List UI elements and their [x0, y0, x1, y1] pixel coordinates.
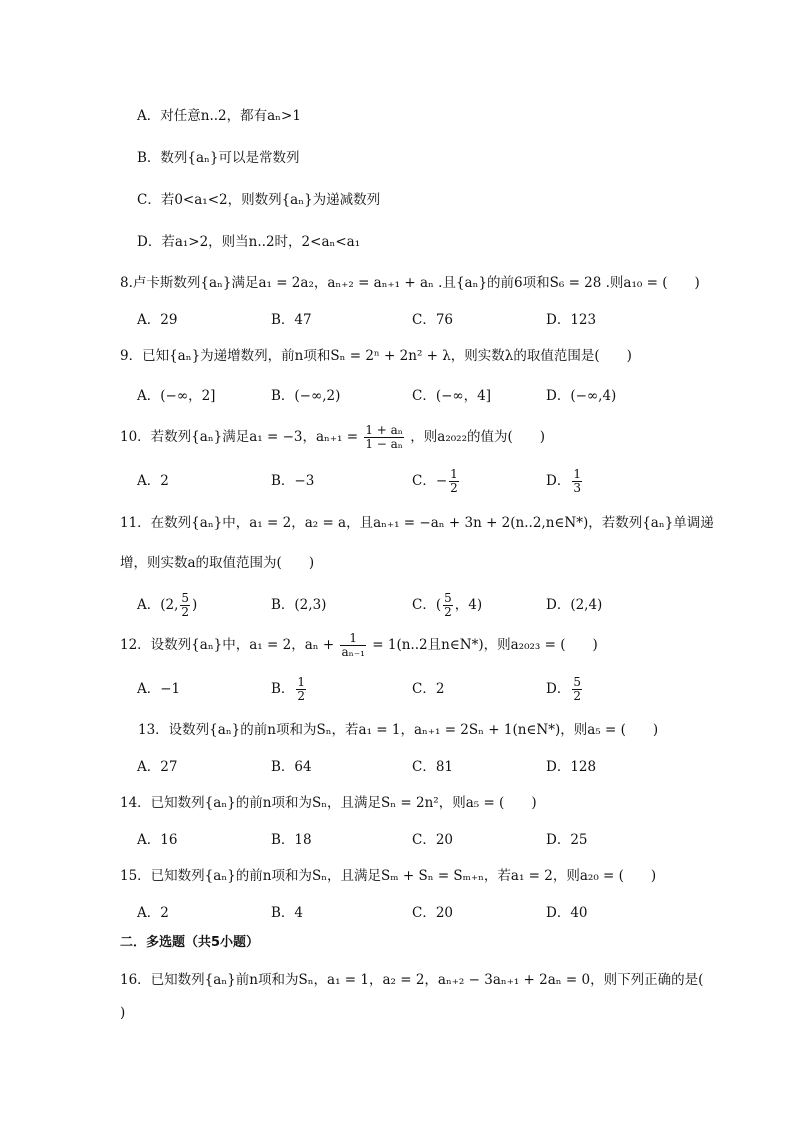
q11-option-c — [412, 590, 482, 620]
q13-option-b: B．64 — [271, 759, 312, 775]
q12-stem-part-a: 12．设数列{aₙ}中，a₁ = 2，aₙ + — [120, 637, 335, 653]
q14-option-c: C．20 — [412, 832, 454, 848]
q15-option-a: A．2 — [137, 905, 169, 921]
q12-option-c: C．2 — [412, 681, 445, 697]
q10-options — [0, 466, 794, 496]
q12-option-b-den: 2 — [297, 689, 306, 703]
q11-option-a-den: 2 — [181, 605, 190, 619]
q15-options — [0, 902, 794, 924]
q12-fraction-denominator: aₙ₋₁ — [341, 645, 365, 659]
q12-option-d-den: 2 — [573, 689, 581, 703]
q10-option-d-num: 1 — [573, 467, 581, 481]
q12-stem-part-b: = 1(n..2且n∈N*)，则a₂₀₂₃ = ( ) — [372, 637, 598, 653]
q10-option-d — [546, 466, 584, 496]
q12-option-b-fraction — [296, 676, 306, 703]
q10-fraction-denominator: 1 − aₙ — [365, 437, 403, 451]
q14-option-a: A．16 — [137, 832, 178, 848]
q10-option-a: A．2 — [137, 473, 169, 489]
q12-option-d — [546, 674, 584, 704]
q10-option-d-label: D． — [546, 473, 571, 489]
q11-option-a-label: A．(2, — [137, 597, 179, 613]
q11-option-c-tail: ，4) — [454, 597, 483, 613]
q10-option-c — [412, 466, 461, 496]
q13-stem: 13．设数列{aₙ}的前n项和为Sₙ，若a₁ = 1，aₙ₊₁ = 2Sₙ + 1(n∈N*)，则a₅ = ( ) — [138, 722, 659, 738]
q15-option-b: B．4 — [271, 905, 304, 921]
q10-option-d-den: 3 — [573, 481, 581, 495]
q10-option-d-fraction — [572, 468, 582, 495]
q11-options — [0, 590, 794, 620]
q9-stem: 9．已知{aₙ}为递增数列，前n项和Sₙ = 2ⁿ + 2n² + λ，则实数λ的取值范围是( ) — [120, 348, 632, 364]
q14-stem: 14．已知数列{aₙ}的前n项和为Sₙ，且满足Sₙ = 2n²，则a₅ = ( ) — [120, 795, 537, 811]
q11-option-d: D．(2,4) — [546, 597, 603, 613]
q11-option-a-num: 5 — [181, 591, 190, 605]
q8-option-d: D．123 — [546, 312, 597, 328]
section-title-multiple-choice: 二．多选题（共5小题） — [120, 935, 260, 950]
q12-fraction — [340, 632, 366, 659]
q7-option-a: A．对任意n..2，都有aₙ>1 — [137, 108, 301, 124]
q12-fraction-numerator: 1 — [349, 631, 358, 645]
q12-options — [0, 674, 794, 704]
q12-stem — [120, 630, 598, 660]
q11-option-a-fraction — [180, 592, 190, 619]
q10-option-c-den: 2 — [450, 481, 458, 495]
q15-option-d: D．40 — [546, 905, 588, 921]
q14-option-d: D．25 — [546, 832, 588, 848]
q8-option-b: B．47 — [271, 312, 312, 328]
q16-stem-line2: ) — [120, 1005, 126, 1021]
q9-option-c: C．(−∞，4] — [412, 388, 492, 404]
q10-stem-part-a: 10．若数列{aₙ}满足a₁ = −3，aₙ₊₁ = — [120, 429, 359, 445]
q11-stem-line2: 增，则实数a的取值范围为( ) — [120, 555, 315, 571]
q9-option-a: A．(−∞，2] — [137, 388, 216, 404]
q13-option-a: A．27 — [137, 759, 178, 775]
q12-option-d-label: D． — [546, 681, 571, 697]
q10-option-b: B．−3 — [271, 473, 315, 489]
q15-stem: 15．已知数列{aₙ}的前n项和为Sₙ，且满足Sₘ + Sₙ = Sₘ₊ₙ，若a₁ = 2，则a₂₀ = ( ) — [120, 868, 657, 884]
q13-option-c: C．81 — [412, 759, 454, 775]
q10-option-c-fraction — [449, 468, 459, 495]
q14-option-b: B．18 — [271, 832, 312, 848]
q11-option-b: B．(2,3) — [271, 597, 327, 613]
q11-option-a — [137, 590, 197, 620]
q11-option-c-label: C．( — [412, 597, 442, 613]
q12-option-d-fraction — [572, 676, 582, 703]
q8-options — [0, 309, 794, 331]
q11-option-c-den: 2 — [444, 605, 452, 619]
q12-option-b-num: 1 — [297, 675, 306, 689]
q7-option-d: D．若a₁>2，则当n..2时，2<aₙ<a₁ — [137, 234, 361, 250]
q12-option-a: A．−1 — [137, 681, 181, 697]
q11-option-c-num: 5 — [444, 591, 452, 605]
q16-stem-line1: 16．已知数列{aₙ}前n项和为Sₙ，a₁ = 1，a₂ = 2，aₙ₊₂ − 3aₙ₊₁ + 2aₙ = 0，则下列正确的是( — [120, 972, 704, 988]
q9-options — [0, 385, 794, 407]
q8-stem: 8.卢卡斯数列{aₙ}满足a₁ = 2a₂，aₙ₊₂ = aₙ₊₁ + aₙ .且{aₙ}的前6项和S₆ = 28 .则a₁₀ = ( ) — [120, 275, 700, 291]
q13-option-d: D．128 — [546, 759, 597, 775]
q11-option-a-tail: ) — [192, 597, 198, 613]
q15-option-c: C．20 — [412, 905, 454, 921]
q11-option-c-fraction — [443, 592, 453, 619]
q10-option-c-label: C．− — [412, 473, 448, 489]
q7-option-c: C．若0<a₁<2，则数列{aₙ}为递减数列 — [137, 192, 381, 208]
q10-stem-part-b: ，则a₂₀₂₂的值为( ) — [410, 429, 546, 445]
q10-fraction-numerator: 1 + aₙ — [365, 423, 403, 437]
q8-option-c: C．76 — [412, 312, 454, 328]
q14-options — [0, 829, 794, 851]
q12-option-b — [271, 674, 308, 704]
q9-option-d: D．(−∞,4) — [546, 388, 617, 404]
q10-option-c-num: 1 — [450, 467, 458, 481]
q11-stem-line1: 11．在数列{aₙ}中，a₁ = 2，a₂ = a，且aₙ₊₁ = −aₙ + 3n + 2(n..2,n∈N*)，若数列{aₙ}单调递 — [120, 515, 714, 531]
q10-stem — [120, 422, 545, 452]
q12-option-d-num: 5 — [573, 675, 581, 689]
q8-option-a: A．29 — [137, 312, 178, 328]
q9-option-b: B．(−∞,2) — [271, 388, 341, 404]
q13-options — [0, 756, 794, 778]
q7-option-b: B．数列{aₙ}可以是常数列 — [137, 150, 300, 166]
q10-recurrence-fraction — [364, 424, 404, 451]
q12-option-b-label: B． — [271, 681, 295, 697]
